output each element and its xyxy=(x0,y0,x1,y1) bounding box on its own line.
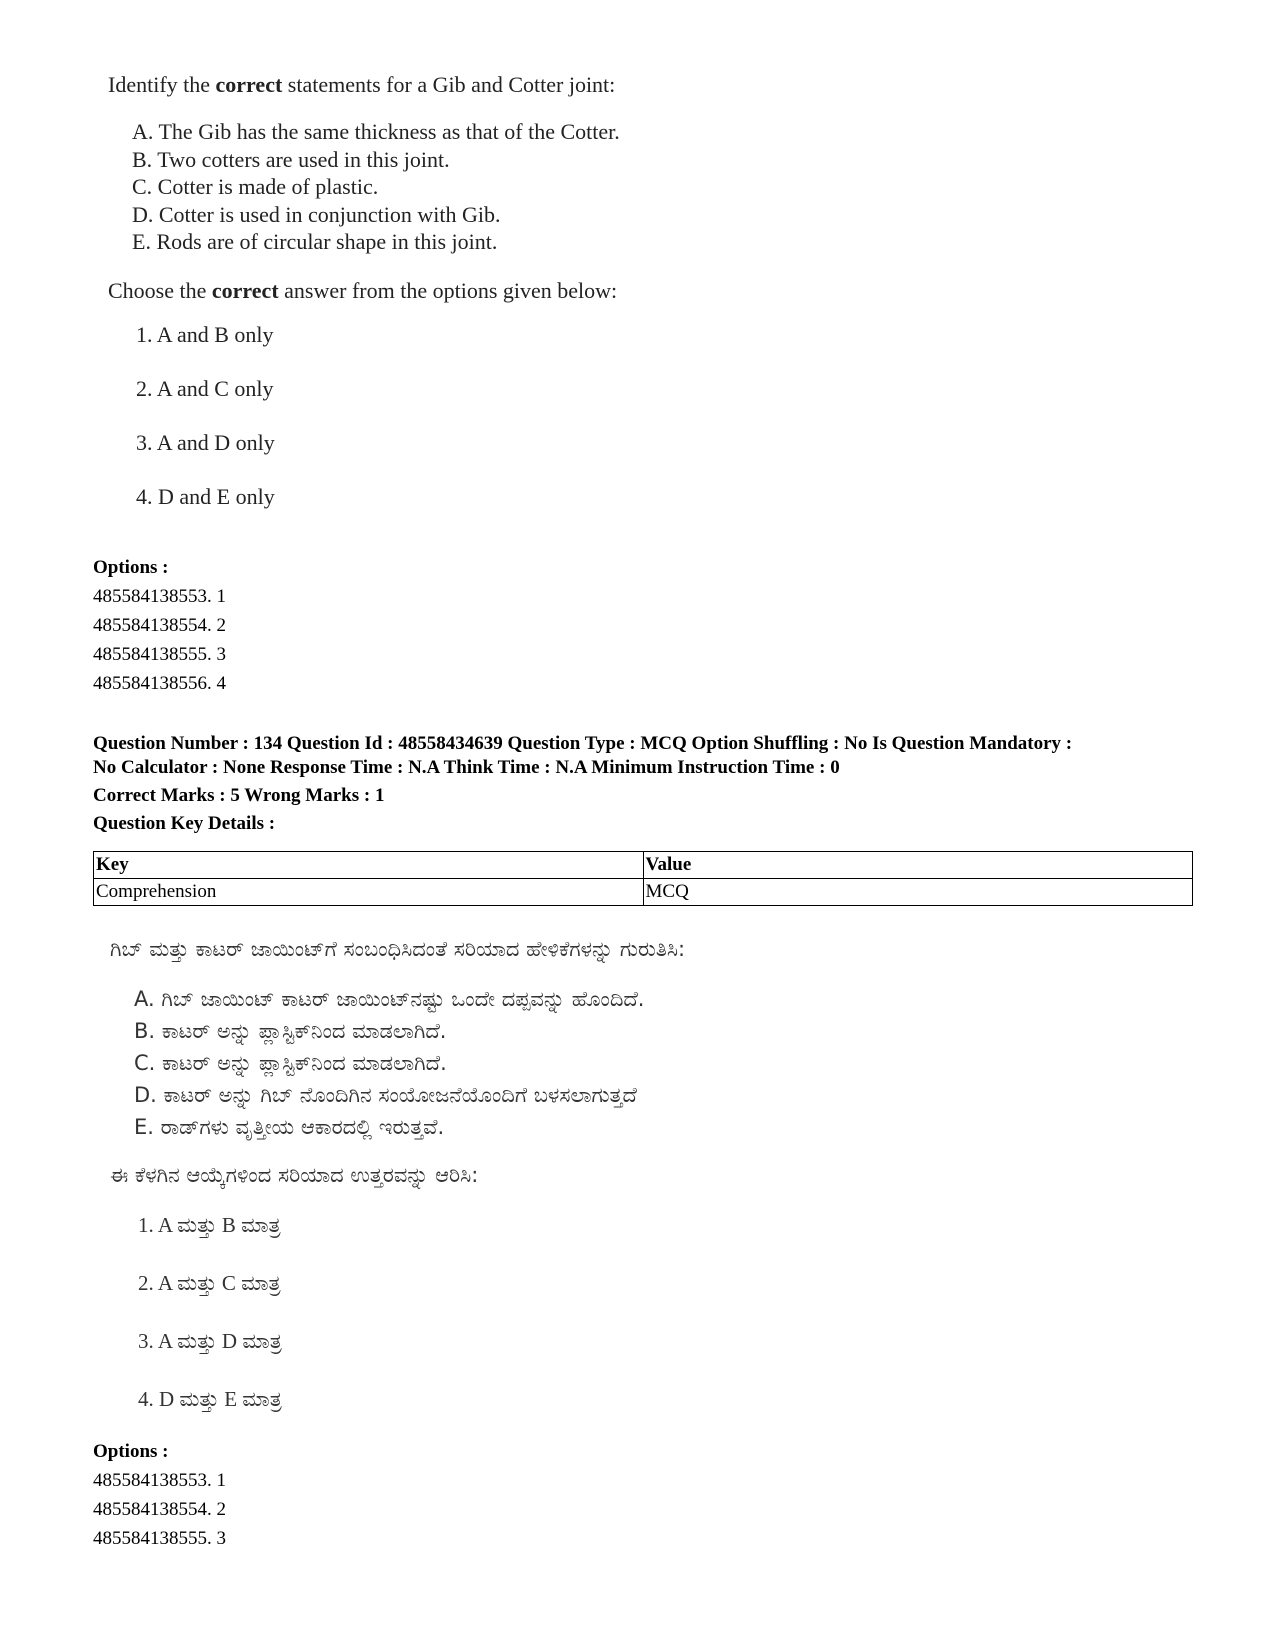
options-block xyxy=(93,553,226,698)
statement-item: D. ಕಾಟರ್ ಅನ್ನು ಗಿಬ್ ನೊಂದಿಗಿನ ಸಂಯೋಜನೆಯೊಂದಿಗೆ ಬಳಸಲಾಗುತ್ತದೆ xyxy=(134,1083,637,1107)
choose-instruction xyxy=(108,278,708,304)
option-line: 485584138555. 3 xyxy=(93,644,226,665)
option-line: 485584138553. 1 xyxy=(93,586,226,607)
choose-emphasis: correct xyxy=(211,277,279,303)
choice-item: 1. A ಮತ್ತು B ಮಾತ್ರ xyxy=(138,1213,281,1237)
choice-item: 4. D ಮತ್ತು E ಮಾತ್ರ xyxy=(138,1387,282,1411)
key-details-label: Question Key Details : xyxy=(93,813,276,834)
table-header-cell: Value xyxy=(643,852,1193,879)
table-header-row xyxy=(94,852,1193,879)
statement-item: B. Two cotters are used in this joint. xyxy=(132,146,450,172)
statement-item: C. ಕಾಟರ್ ಅನ್ನು ಪ್ಲಾಸ್ಟಿಕ್‌ನಿಂದ ಮಾಡಲಾಗಿದೆ. xyxy=(134,1051,447,1075)
option-line: 485584138556. 4 xyxy=(93,673,226,694)
option-line: 485584138555. 3 xyxy=(93,1528,226,1549)
options-label: Options : xyxy=(93,1441,169,1462)
options-label: Options : xyxy=(93,557,169,578)
choice-item: 4. D and E only xyxy=(136,483,275,509)
statement-item: B. ಕಾಟರ್ ಅನ್ನು ಪ್ಲಾಸ್ಟಿಕ್‌ನಿಂದ ಮಾಡಲಾಗಿದೆ. xyxy=(134,1019,447,1043)
choose-text: Choose the xyxy=(108,277,212,303)
option-line: 485584138554. 2 xyxy=(93,1499,226,1520)
meta-line: No Calculator : None Response Time : N.A Think Time : N.A Minimum Instruction Time : 0 xyxy=(93,757,840,778)
statement-item: A. The Gib has the same thickness as that of the Cotter. xyxy=(132,119,620,144)
stem-emphasis: correct xyxy=(215,72,283,97)
marks-line: Correct Marks : 5 Wrong Marks : 1 xyxy=(93,785,385,806)
option-line: 485584138553. 1 xyxy=(93,1470,226,1491)
choice-item: 2. A ಮತ್ತು C ಮಾತ್ರ xyxy=(138,1271,281,1295)
question-image-kannada xyxy=(110,935,970,1443)
option-line: 485584138554. 2 xyxy=(93,615,226,636)
statement-item: E. Rods are of circular shape in this joint. xyxy=(132,229,498,254)
stem-text: statements for a Gib and Cotter joint: xyxy=(282,72,616,97)
table-cell: MCQ xyxy=(643,879,1193,906)
options-block xyxy=(93,1437,226,1553)
statement-list xyxy=(132,118,708,256)
statement-item: C. Cotter is made of plastic. xyxy=(132,174,379,199)
choose-text: answer from the options given below: xyxy=(278,277,618,303)
table-header-cell: Key xyxy=(94,852,644,879)
table-row xyxy=(94,879,1193,906)
question-stem: ಗಿಬ್ ಮತ್ತು ಕಾಟರ್ ಜಾಯಿಂಟ್‌ಗೆ ಸಂಬಂಧಿಸಿದಂತೆ ಸರಿಯಾದ ಹೇಳಿಕೆಗಳನ್ನು ಗುರುತಿಸಿ: xyxy=(110,937,686,961)
statement-item: E. ರಾಡ್‌ಗಳು ವೃತ್ತೀಯ ಆಕಾರದಲ್ಲಿ ಇರುತ್ತವೆ. xyxy=(134,1115,445,1139)
key-details-table xyxy=(93,851,1193,906)
statement-item: A. ಗಿಬ್ ಜಾಯಿಂಟ್ ಕಾಟರ್ ಜಾಯಿಂಟ್‌ನಷ್ಟು ಒಂದೇ ದಪ್ಪವನ್ನು ಹೊಂದಿದೆ. xyxy=(134,987,645,1011)
question-meta xyxy=(93,732,1253,836)
choice-list xyxy=(136,322,708,538)
question-stem xyxy=(108,72,708,98)
meta-line: Question Number : 134 Question Id : 48558434639 Question Type : MCQ Option Shuffling : No Is Question Mandatory : xyxy=(93,733,1073,754)
choice-item: 3. A and D only xyxy=(136,429,275,455)
choice-item: 1. A and B only xyxy=(136,321,274,347)
choice-item: 3. A ಮತ್ತು D ಮಾತ್ರ xyxy=(138,1329,282,1353)
question-image-english xyxy=(108,72,708,538)
stem-text: Identify the xyxy=(108,72,216,97)
choice-item: 2. A and C only xyxy=(136,375,274,401)
statement-list xyxy=(134,983,970,1143)
table-cell: Comprehension xyxy=(94,879,644,906)
choice-list xyxy=(138,1211,970,1443)
choose-instruction: ಈ ಕೆಳಗಿನ ಆಯ್ಕೆಗಳಿಂದ ಸರಿಯಾದ ಉತ್ತರವನ್ನು ಆರಿಸಿ: xyxy=(110,1163,479,1187)
statement-item: D. Cotter is used in conjunction with Gib. xyxy=(132,201,501,227)
